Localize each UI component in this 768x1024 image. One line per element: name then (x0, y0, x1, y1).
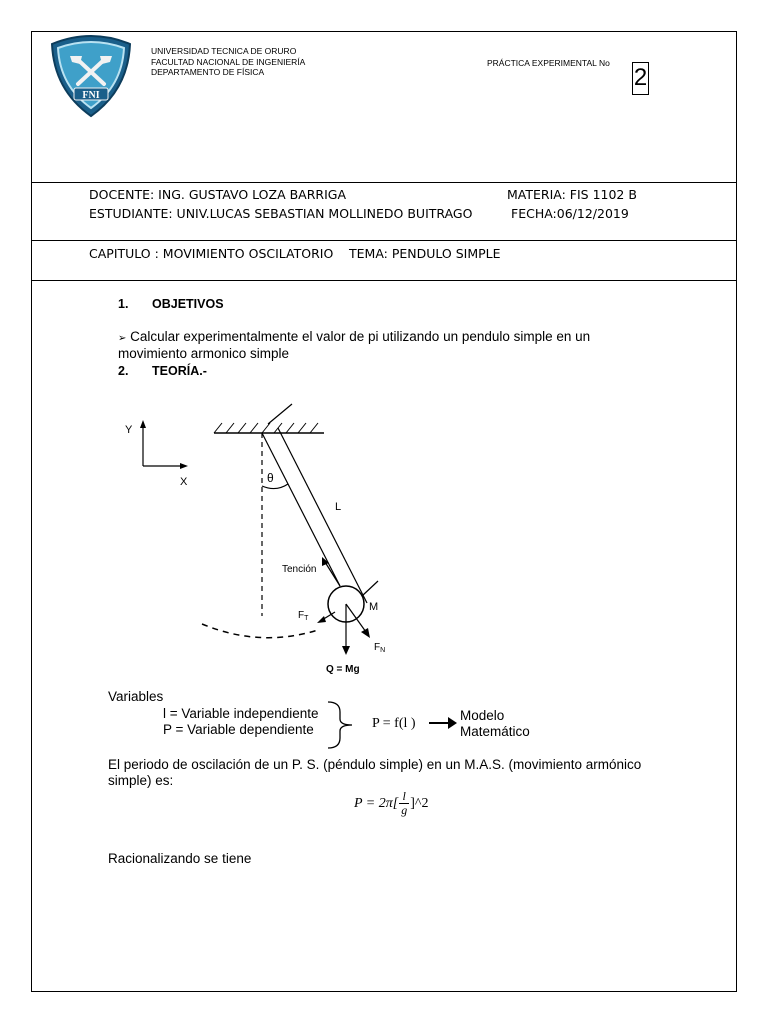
divider-line (31, 240, 737, 241)
practice-label: PRÁCTICA EXPERIMENTAL No (487, 58, 610, 68)
section-number: 1. (118, 297, 129, 311)
fn-label: $F_N$ (374, 642, 386, 654)
practice-number: 2 (632, 62, 649, 95)
capitulo: CAPITULO : MOVIMIENTO OSCILATORIO (89, 246, 334, 261)
divider-line (31, 182, 737, 183)
university-logo (46, 34, 136, 118)
institution-line: FACULTAD NACIONAL DE INGENIERÍA (151, 56, 306, 67)
closing-text: Racionalizando se tiene (108, 851, 252, 866)
model-label-line: Matemático (460, 724, 530, 739)
objective-text-line: movimiento armonico simple (118, 346, 290, 361)
tema: TEMA: PENDULO SIMPLE (349, 246, 501, 261)
trajectory-arc (202, 624, 318, 638)
logo-text: FNI (82, 90, 100, 101)
formula-prefix: P = 2π[ (354, 795, 399, 811)
arrow-right-icon (428, 716, 458, 730)
weight-label: Q = Mg (326, 664, 360, 675)
y-axis-label: Y (125, 424, 133, 436)
brace-icon (326, 700, 356, 750)
formula-denominator: g (401, 803, 408, 817)
section-title: TEORÍA.- (152, 364, 207, 378)
institution-name (151, 46, 305, 78)
tension-label: Tención (282, 564, 317, 575)
divider-line (31, 280, 737, 281)
institution-line: DEPARTAMENTO DE FÍSICA (151, 67, 265, 77)
variable-independent: l = Variable independiente (163, 706, 319, 721)
formula-numerator: l (402, 789, 406, 803)
x-axis-label: X (180, 476, 188, 488)
formula-suffix: ]^2 (410, 795, 429, 811)
materia: MATERIA: FIS 1102 B (507, 187, 637, 202)
docente: DOCENTE: ING. GUSTAVO LOZA BARRIGA (89, 187, 347, 202)
model-label-line: Modelo (460, 708, 505, 723)
section-title: OBJETIVOS (152, 297, 224, 311)
bullet-arrow-icon: ➢ (118, 333, 127, 344)
period-text-line: El periodo de oscilación de un P. S. (péndulo simple) en un M.A.S. (movimiento armónico (108, 757, 642, 772)
objective-text-line: Calcular experimentalmente el valor de pi utilizando un pendulo simple en un (130, 329, 591, 344)
fecha: FECHA:06/12/2019 (511, 206, 629, 221)
variables-title: Variables (108, 689, 164, 704)
mass-label: M (369, 601, 379, 613)
function-relation: P = f(l ) (372, 716, 416, 731)
period-formula (354, 790, 428, 817)
objective-item (118, 329, 590, 344)
theta-label: θ (267, 471, 274, 485)
estudiante: ESTUDIANTE: UNIV.LUCAS SEBASTIAN MOLLINEDO BUITRAGO (89, 206, 473, 221)
length-label: L (335, 501, 342, 513)
variable-dependent: P = Variable dependiente (163, 722, 314, 737)
section-number: 2. (118, 364, 129, 378)
institution-line: UNIVERSIDAD TECNICA DE ORURO (151, 46, 297, 56)
formula-fraction (399, 790, 409, 817)
angle-arc (262, 484, 288, 489)
pendulum-diagram (110, 398, 410, 683)
ft-label: $F_T$ (298, 610, 309, 622)
period-text-line: simple) es: (108, 773, 174, 788)
